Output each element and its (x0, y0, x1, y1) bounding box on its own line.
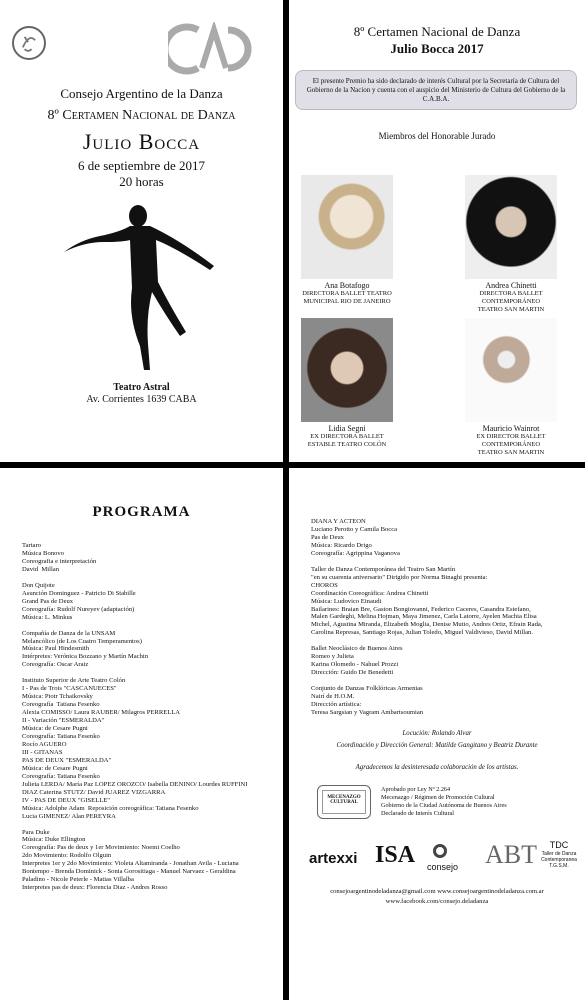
jury-photo-2 (465, 175, 557, 279)
sponsor-tdc-sub: Taller de Danza Contemporanea T.G.S.M. (541, 851, 577, 869)
contact-facebook: www.facebook.com/consejo.deladanza (385, 898, 489, 905)
program-item: Conjunto de Danzas Folklóricas Armenias Nairí de H.O.M. Dirección artística: Teresa Sargsian y Vagram Ambartsoumian (311, 685, 424, 717)
program-item: DIANA Y ACTEON Luciano Perotto y Camila Bocca Pas de Deux Música: Ricardo Drigo Coreografía: Agrippina Vaganova (311, 518, 400, 557)
dance-logo-icon (12, 26, 46, 60)
sponsor-logos (305, 838, 577, 878)
venue-address: Av. Corrientes 1639 CABA (86, 394, 197, 405)
jury-name: Lidia Segni (328, 424, 366, 433)
jury-role: EX DIRECTORA BALLET ESTABLE TEATRO COLÓN (307, 433, 387, 448)
program-item: Instituto Superior de Arte Teatro Colón I - Pas de Trois "CASCANUECES" Música: Piotr Tchaikovsky Coreografía Tatiana Fesenko Alexia COMISSO/ Laura RAUBER/ Milagros PERRELLA II - Variación "ESMERALDA" Música: de Cesare Pugni Coreografía: Tatiana Fesenko Rocío AGUERO III - GITANAS PAS DE DEUX "ESMERALDA" Música: de Cesare Pugni Coreografía: Tatiana Fesenko Julieta LERDA/ María Paz LOPEZ OROZCO/ Isabella DENINO/ Lourdes RUFFINI DIAZ Caterina STUTZ/ David JUAREZ VIZGARRA IV - PAS DE DEUX "GISELLE" Música: Adolphe Adam Reposición coreográfica: Tatiana Fesenko Lucia GIMENEZ/ Alan PEREYRA (22, 677, 248, 820)
program-page (0, 468, 283, 1000)
jury-heading: Miembros del Honorable Jurado (378, 131, 496, 141)
program-item: Tartaro Música Bonovo Coreografia e interpretación David Millan (22, 542, 97, 573)
declaration-box: El presente Premio ha sido declarado de interés Cultural por la Secretaría de Cultura del Gobierno de la Nacion y cuenta con el auspicio del Ministerio de Cultura del Gobierno de la C.A.B.A. (295, 70, 577, 110)
jury-role: EX DIRECTOR BALLET CONTEMPORÁNEO TEATRO SAN MARTIN (476, 433, 546, 456)
jury-page (289, 0, 585, 462)
coordination-credit: Coordinación y Dirección General: Matilde Gangitano y Beatriz Durante (336, 742, 538, 749)
jury-role: DIRECTORA BALLET TEATRO MUNICIPAL RIO DE JANEIRO (302, 290, 392, 305)
contact-email: consejoargentinodeladanza@gmail.com www.consejoargentinodeladanza.com.ar (330, 888, 544, 895)
jury-photo-3 (301, 318, 393, 422)
locucion-credit: Locución: Rolando Alvar (402, 730, 472, 737)
program-list-2 (311, 518, 581, 717)
jury-title-2: Julio Bocca 2017 (390, 41, 484, 56)
consejo-logo-icon (433, 844, 447, 858)
mecenazgo-logo (317, 785, 371, 819)
jury-caption-3 (289, 425, 407, 449)
jury-caption-1 (289, 282, 407, 306)
jury-photo-4 (465, 318, 557, 422)
cad-logo-icon (168, 22, 258, 76)
dancer-silhouette-icon (60, 196, 220, 372)
jury-name: Andrea Chinetti (485, 281, 537, 290)
cover-page (0, 0, 283, 462)
mecenazgo-label: MECENAZGO CULTURAL (322, 790, 366, 814)
sponsor-isa: ISA (375, 842, 416, 868)
certamen-title: 8º Certamen Nacional de Danza (47, 108, 236, 123)
program-item: Ballet Neoclásico de Buenos Aires Romeo y Julieta Karina Olomedo - Nahuel Prozzi Dirección: Guido De Benedetti (311, 645, 403, 677)
sponsor-artexxi: artexxi (309, 850, 358, 867)
program-item: Para Duke Música: Duke Ellington Coreografía: Pas de deux y 1er Movimiento: Noemi Coelho 2do Movimiento: Rodolfo Olguin Interpretes 1er y 2do Movimiento: Violeta Altamiranda - Jonathan Avila - Luciana Bontempo - Brenda Dominick - Sonia Gorositiaga - Manuel Narvaez - Geraldina Paladino - Nicole Peterle - Matias Villalba Interpretes pas de deux: Florencia Diaz - Andres Rosso (22, 828, 239, 892)
jury-name: Mauricio Wainrot (482, 424, 540, 433)
program-page-2 (289, 468, 585, 1000)
jury-caption-4 (451, 425, 571, 457)
event-time: 20 horas (119, 174, 164, 189)
program-item: Don Quijote Asunción Dominguez - Patricio Di Stabille Grand Pas de Deux Coreografía: Rudolf Nureyev (adaptación) Música: L. Minkus (22, 581, 136, 621)
jury-photo-1 (301, 175, 393, 279)
sponsor-tdc: TDC (549, 840, 569, 850)
venue-name: Teatro Astral (113, 382, 170, 393)
program-title: PROGRAMA (92, 504, 191, 520)
program-item: Taller de Danza Contemporánea del Teatro San Martín "en su cuarenta aniversario" Dirigido por Norma Binaghi presenta: CHOROS Coordinación Coreográfica: Andrea Chinetti Música: Ludovico Einaudi Bailarines: Braian Bre, Gaston Bongiovanni, Federico Caceres, Casandra Estefano, Malen Gardeghi, Melina Hojman, Maya Jimenez, Carla Latorre, Ayelen Machia Elisa Michel, Agustina Miranda, Elizabeth Moglia, Denise Mutio, Andres Ortiz, Efrain Rada, Carolina Represas, Santiago Rojas, Julian Toledo, Miguel Valdivieso, David Millan. (311, 565, 543, 637)
sponsor-abt: ABT (485, 840, 537, 869)
program-list (22, 542, 280, 892)
jury-role: DIRECTORA BALLET CONTEMPORÁNEO TEATRO SAN MARTIN (477, 290, 545, 313)
event-date: 6 de septiembre de 2017 (77, 158, 206, 173)
honoree-name: Julio Bocca (82, 129, 201, 154)
law-text: Aprobado por Ley Nº 2.264 Mecenazgo / Régimen de Promoción Cultural Gobierno de la Ciudad Autónoma de Buenos Aires Declarado de Interés Cultural (381, 786, 507, 817)
jury-name: Ana Botafogo (324, 281, 370, 290)
program-item: Compañía de Danza de la UNSAM Melancólico (de Los Cuatro Temperamentos) Música: Paul Hindesmith Intérpretes: Verónica Bozzano y Martín Machin Coreografía: Oscar Araiz (22, 629, 149, 669)
thanks-note: Agradecemos la desinteresada colaboración de los artistas. (355, 764, 519, 771)
sponsor-consejo: consejo (427, 862, 459, 872)
jury-title-1: 8º Certamen Nacional de Danza (353, 24, 521, 39)
jury-caption-2 (451, 282, 571, 314)
org-name: Consejo Argentino de la Danza (60, 86, 223, 101)
